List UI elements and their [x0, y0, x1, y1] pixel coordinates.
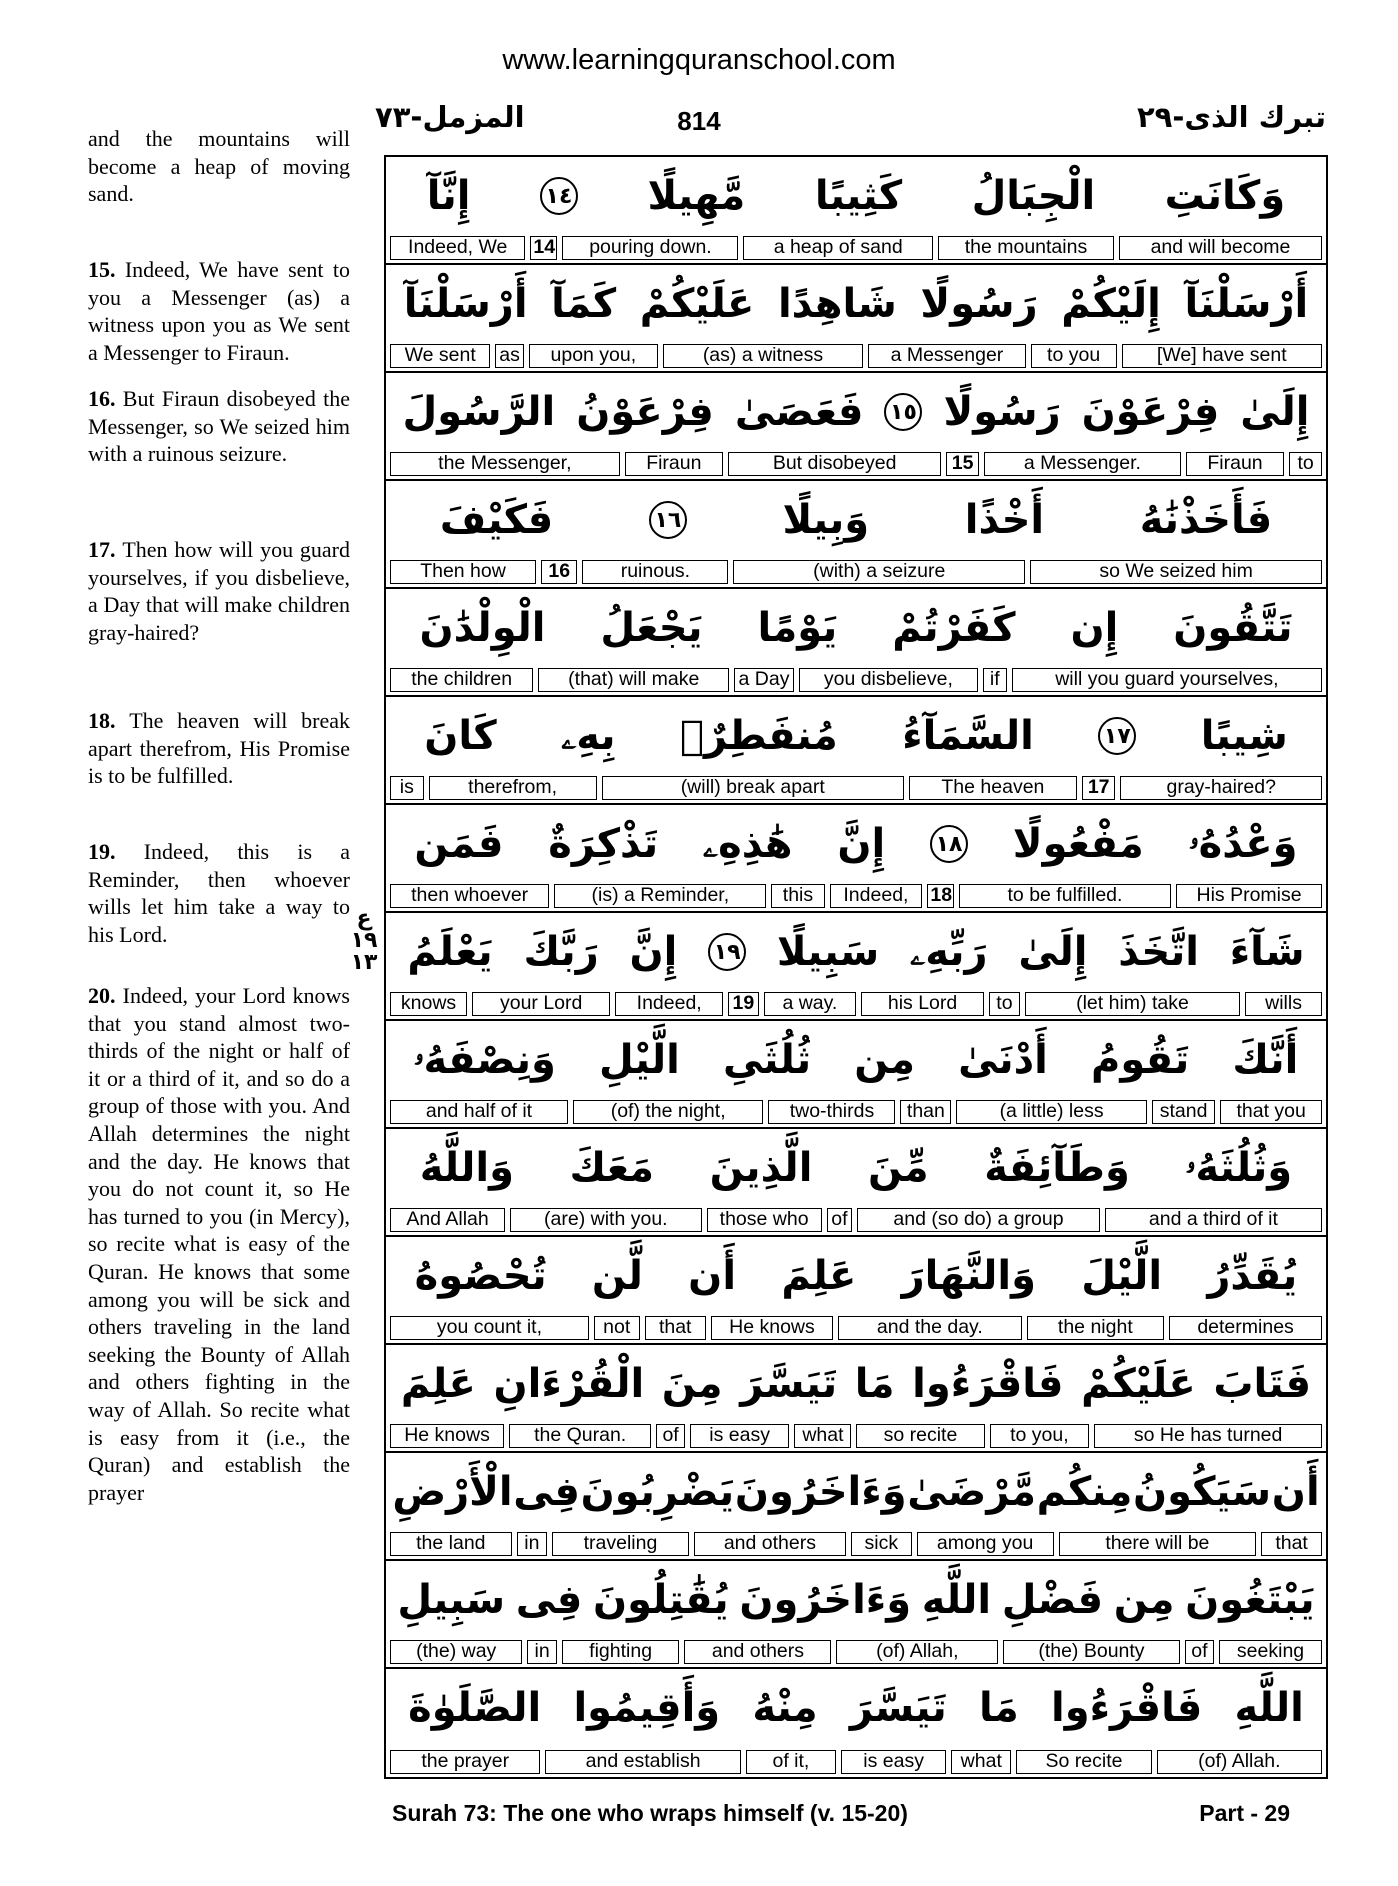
word-translation: your Lord	[472, 992, 610, 1016]
arabic-word: الْجِبَالُ	[971, 173, 1096, 219]
word-translation: gray-haired?	[1120, 776, 1322, 800]
word-translation: you count it,	[390, 1316, 589, 1340]
arabic-word: الْوِلْدَٰنَ	[419, 605, 546, 651]
word-translation: that you	[1220, 1100, 1322, 1124]
ruku-marker: ع ١٩ ١٣	[350, 906, 378, 975]
arabic-word: مِنكُم	[1036, 1469, 1133, 1515]
arabic-word: تَتَّقُونَ	[1173, 605, 1293, 651]
word-translation: that	[1261, 1532, 1322, 1556]
arabic-word: ثُلُثَىِ	[722, 1037, 812, 1083]
word-translation: than	[900, 1100, 951, 1124]
word-translation: [We] have sent	[1122, 344, 1322, 368]
arabic-word: وَعْدُهُۥ	[1188, 821, 1298, 867]
word-translation: in	[527, 1640, 556, 1664]
translation-line	[390, 560, 1322, 584]
arabic-word: سَيَكُونُ	[1133, 1469, 1272, 1515]
word-translation: a Messenger.	[984, 452, 1181, 476]
word-translation: Then how	[390, 560, 536, 584]
arabic-line	[386, 481, 1326, 559]
word-translation: determines	[1169, 1316, 1322, 1340]
verse-number: 15.	[88, 257, 125, 282]
word-translation: and others	[694, 1532, 846, 1556]
translation-line	[390, 776, 1322, 800]
word-translation: 16	[541, 560, 577, 584]
arabic-word: الَّذِينَ	[709, 1145, 813, 1191]
word-translation: and the day.	[838, 1316, 1021, 1340]
arabic-word: لَّن	[591, 1253, 643, 1299]
word-translation: Indeed, We	[390, 236, 525, 260]
word-translation: And Allah	[390, 1208, 505, 1232]
arabic-word: وَكَانَتِ	[1164, 173, 1286, 219]
word-translation: (a little) less	[956, 1100, 1147, 1124]
arabic-word: فَعَصَىٰ	[734, 389, 864, 435]
word-translation: (let him) take	[1025, 992, 1240, 1016]
arabic-word: أَدْنَىٰ	[958, 1037, 1048, 1083]
word-translation: not	[594, 1316, 640, 1340]
word-translation: will you guard yourselves,	[1012, 668, 1322, 692]
verse-text: and the mountains will become a heap of moving sand.	[88, 126, 350, 207]
arabic-word: مَا	[979, 1685, 1019, 1731]
word-translation: a heap of sand	[743, 236, 933, 260]
word-translation: (are) with you.	[510, 1208, 702, 1232]
word-translation: if	[983, 668, 1007, 692]
word-translation: 15	[946, 452, 979, 476]
arabic-word: مِّنَ	[867, 1145, 929, 1191]
translation-line	[390, 1532, 1322, 1556]
ayah-number-marker: ١٤	[540, 177, 578, 215]
verse-translation	[88, 838, 350, 948]
arabic-word: وَثُلُثَهُۥ	[1185, 1145, 1293, 1191]
surah-name-arabic: المزمل-٧٣	[375, 100, 525, 134]
arabic-word: مَّهِيلًا	[647, 173, 746, 219]
arabic-word: كَثِيبًا	[814, 173, 903, 219]
arabic-word: شِيبًا	[1200, 713, 1288, 759]
verse-number: 20.	[88, 983, 123, 1008]
word-translation: then whoever	[390, 884, 549, 908]
word-translation: there will be	[1059, 1532, 1257, 1556]
word-translation: Indeed,	[615, 992, 723, 1016]
arabic-word: عَلَيْكُمْ	[1081, 1361, 1196, 1407]
arabic-word: إِلَىٰ	[1018, 929, 1088, 975]
word-translation: to	[989, 992, 1020, 1016]
word-translation: (of) Allah.	[1157, 1750, 1322, 1774]
word-row	[386, 373, 1326, 481]
verse-translation	[88, 536, 350, 646]
word-translation: of	[1185, 1640, 1214, 1664]
verse-text: Then how will you guard yourselves, if you disbelieve, a Day that will make children gray-haired?	[88, 537, 351, 645]
arabic-word: هَٰذِهِۦ	[702, 821, 793, 867]
word-row	[386, 697, 1326, 805]
arabic-word: إِنَّ	[629, 929, 678, 975]
arabic-line	[386, 373, 1326, 451]
arabic-word: فَأَخَذْنَٰهُ	[1139, 497, 1273, 543]
arabic-word: فِى	[515, 1577, 583, 1623]
arabic-word: تَيَسَّرَ	[740, 1361, 838, 1407]
translation-line	[390, 884, 1322, 908]
word-translation: 14	[530, 236, 557, 260]
arabic-word: فَتَابَ	[1213, 1361, 1312, 1407]
arabic-word: عَلِمَ	[400, 1361, 476, 1407]
word-translation: of	[656, 1424, 684, 1448]
word-translation: and others	[684, 1640, 831, 1664]
arabic-word: تُحْصُوهُ	[414, 1253, 547, 1299]
word-translation: (as) a witness	[663, 344, 863, 368]
word-translation: (is) a Reminder,	[554, 884, 766, 908]
arabic-line	[386, 1453, 1326, 1531]
word-translation: The heaven	[909, 776, 1077, 800]
verse-number: 19.	[88, 839, 144, 864]
verse-text: The heaven will break apart therefrom, His Promise is to be fulfilled.	[88, 708, 351, 789]
arabic-word: وَاللَّهُ	[419, 1145, 514, 1191]
part-name-arabic: تبرك الذى-٢٩	[1136, 100, 1326, 134]
word-translation: to	[1289, 452, 1322, 476]
translation-line	[390, 452, 1322, 476]
word-translation: two-thirds	[768, 1100, 895, 1124]
ayah-number-marker: ١٧	[1098, 717, 1136, 755]
word-translation: ruinous.	[582, 560, 728, 584]
arabic-word: وَطَآئِفَةٌ	[984, 1145, 1130, 1191]
arabic-word: شَاهِدًا	[777, 281, 897, 327]
word-translation: the night	[1027, 1316, 1165, 1340]
arabic-word: فَاقْرَءُوا	[1051, 1685, 1203, 1731]
arabic-word: أَنَّكَ	[1232, 1037, 1299, 1083]
word-translation: of	[827, 1208, 853, 1232]
arabic-word: الصَّلَوٰةَ	[408, 1685, 542, 1731]
arabic-word: عَلِمَ	[781, 1253, 857, 1299]
arabic-word: وَالنَّهَارَ	[901, 1253, 1036, 1299]
arabic-word: رَسُولًا	[920, 281, 1038, 327]
word-translation: to you	[1031, 344, 1117, 368]
translation-line	[390, 1208, 1322, 1232]
word-translation: the Quran.	[509, 1424, 651, 1448]
arabic-word: إِنَّآ	[426, 173, 471, 219]
word-translation: wills	[1245, 992, 1322, 1016]
word-translation: a way.	[764, 992, 856, 1016]
word-translation: But disobeyed	[728, 452, 941, 476]
translation-line	[390, 344, 1322, 368]
word-translation: so recite	[856, 1424, 984, 1448]
arabic-word: إِلَىٰ	[1240, 389, 1310, 435]
translation-line	[390, 992, 1322, 1016]
word-translation: Firaun	[625, 452, 723, 476]
footer-surah-title: Surah 73: The one who wraps himself (v. 15-20)	[392, 1800, 908, 1826]
arabic-word: تَقُومُ	[1091, 1037, 1190, 1083]
arabic-word: السَّمَآءُ	[902, 713, 1034, 759]
arabic-line	[386, 805, 1326, 883]
arabic-word: يُقَٰتِلُونَ	[593, 1577, 729, 1623]
word-translation: upon you,	[529, 344, 658, 368]
word-translation: you disbelieve,	[799, 668, 978, 692]
word-translation: as	[495, 344, 524, 368]
word-translation: the Messenger,	[390, 452, 620, 476]
arabic-line	[386, 697, 1326, 775]
arabic-line	[386, 265, 1326, 343]
word-translation: so He has turned	[1094, 1424, 1322, 1448]
arabic-word: كَانَ	[424, 713, 497, 759]
word-translation: (that) will make	[538, 668, 729, 692]
arabic-word: رَبَّكَ	[523, 929, 599, 975]
arabic-word: اتَّخَذَ	[1118, 929, 1199, 975]
arabic-word: الَّيْلَ	[1081, 1253, 1163, 1299]
word-row	[386, 913, 1326, 1021]
arabic-word: وَبِيلًا	[782, 497, 870, 543]
arabic-word: اللَّهِ	[921, 1577, 992, 1623]
arabic-word: الرَّسُولَ	[402, 389, 556, 435]
page-number: 814	[677, 106, 721, 136]
arabic-word: وَنِصْفَهُۥ	[413, 1037, 556, 1083]
arabic-line	[386, 589, 1326, 667]
translation-line	[390, 1100, 1322, 1124]
word-translation: to you,	[990, 1424, 1090, 1448]
word-row	[386, 1129, 1326, 1237]
arabic-line	[386, 913, 1326, 991]
ayah-number-marker: ١٩	[708, 933, 746, 971]
verse-translation	[88, 125, 350, 208]
word-row	[386, 481, 1326, 589]
word-translation: the land	[390, 1532, 512, 1556]
word-translation: is easy	[841, 1750, 946, 1774]
word-row	[386, 157, 1326, 265]
arabic-word: يَضْرِبُونَ	[580, 1469, 735, 1515]
translation-line	[390, 1424, 1322, 1448]
arabic-word: مِنَ	[661, 1361, 723, 1407]
footer-part: Part - 29	[1199, 1800, 1290, 1826]
arabic-word: إِلَيْكُمْ	[1061, 281, 1161, 327]
word-translation: the children	[390, 668, 533, 692]
word-row	[386, 805, 1326, 913]
arabic-word: أَرْسَلْنَآ	[403, 281, 528, 327]
verse-text: Indeed, your Lord knows that you stand almost two-thirds of the night or half of it or a third of it, and so do a group of those with you. And Allah determines the night and the day. He knows that you do not count it, so He has turned to you (in Mercy), so recite what is easy of the Quran. He knows that some among you will be sick and others traveling in the land seeking the Bounty of Allah and others fighting in the way of Allah. So recite what is easy from it (i.e., the Quran) and establish the prayer	[88, 983, 350, 1505]
arabic-word: عَلَيْكُمْ	[639, 281, 755, 327]
arabic-word: أَرْسَلْنَآ	[1184, 281, 1309, 327]
arabic-line	[386, 157, 1326, 235]
word-translation: therefrom,	[429, 776, 597, 800]
word-translation: a Day	[734, 668, 794, 692]
word-row	[386, 589, 1326, 697]
arabic-word: إِنَّ	[837, 821, 886, 867]
arabic-word: فَكَيْفَ	[439, 497, 554, 543]
arabic-word: يَعْلَمُ	[407, 929, 493, 975]
arabic-word: الَّيْلِ	[599, 1037, 680, 1083]
word-translation: Indeed,	[830, 884, 923, 908]
arabic-word: سَبِيلِ	[397, 1577, 506, 1623]
arabic-word: فِرْعَوْنَ	[1081, 389, 1220, 435]
word-translation: fighting	[562, 1640, 680, 1664]
word-row	[386, 1453, 1326, 1561]
arabic-word: يَبْتَغُونَ	[1185, 1577, 1315, 1623]
arabic-word: كَمَآ	[551, 281, 617, 327]
word-translation: stand	[1152, 1100, 1216, 1124]
word-translation: what	[794, 1424, 851, 1448]
word-grid	[384, 155, 1328, 1779]
arabic-word: يَجْعَلُ	[600, 605, 703, 651]
word-translation: the mountains	[938, 236, 1114, 260]
word-translation: seeking	[1219, 1640, 1322, 1664]
arabic-word: أَن	[688, 1253, 737, 1299]
word-translation: pouring down.	[562, 236, 738, 260]
translation-line	[390, 1750, 1322, 1774]
arabic-word: مِنْهُ	[752, 1685, 818, 1731]
word-translation: that	[645, 1316, 706, 1340]
arabic-line	[386, 1669, 1326, 1747]
word-translation: and a third of it	[1105, 1208, 1322, 1232]
arabic-word: يَوْمًا	[757, 605, 838, 651]
word-translation: We sent	[390, 344, 490, 368]
word-translation: 17	[1082, 776, 1116, 800]
word-row	[386, 1021, 1326, 1129]
verse-translation	[88, 707, 350, 790]
word-translation: in	[517, 1532, 547, 1556]
arabic-word: مَعَكَ	[569, 1145, 655, 1191]
word-translation: He knows	[390, 1424, 504, 1448]
arabic-word: أَخْذًا	[964, 497, 1045, 543]
word-translation: those who	[707, 1208, 822, 1232]
arabic-word: مَفْعُولًا	[1012, 821, 1144, 867]
arabic-line	[386, 1561, 1326, 1639]
verse-text: Indeed, We have sent to you a Messenger (as) a witness upon you as We sent a Messenger to Firaun.	[88, 257, 350, 365]
verse-number: 18.	[88, 708, 130, 733]
word-translation: is easy	[690, 1424, 790, 1448]
arabic-word: فِرْعَوْنُ	[576, 389, 714, 435]
arabic-word: فَضْلِ	[1001, 1577, 1104, 1623]
word-translation: the prayer	[390, 1750, 540, 1774]
arabic-line	[386, 1021, 1326, 1099]
verse-text: Indeed, this is a Reminder, then whoever wills let him take a way to his Lord.	[88, 839, 350, 947]
word-translation: His Promise	[1176, 884, 1322, 908]
arabic-word: مُنفَطِرٌۢ	[680, 713, 838, 759]
word-translation: so We seized him	[1030, 560, 1322, 584]
arabic-word: اللَّهِ	[1234, 1685, 1304, 1731]
arabic-word: مَا	[854, 1361, 895, 1407]
word-translation: his Lord	[861, 992, 984, 1016]
word-translation: (with) a seizure	[733, 560, 1025, 584]
arabic-word: فِى	[513, 1469, 580, 1515]
arabic-word: مِن	[854, 1037, 916, 1083]
translation-line	[390, 1640, 1322, 1664]
word-translation: and (so do) a group	[857, 1208, 1100, 1232]
word-translation: to be fulfilled.	[959, 884, 1171, 908]
arabic-word: رَبِّهِۦ	[910, 929, 988, 975]
word-translation: sick	[851, 1532, 912, 1556]
arabic-word: كَفَرْتُمْ	[892, 605, 1016, 651]
word-translation: is	[390, 776, 424, 800]
word-row	[386, 1669, 1326, 1777]
word-row	[386, 1345, 1326, 1453]
word-row	[386, 1237, 1326, 1345]
arabic-word: سَبِيلًا	[776, 929, 880, 975]
word-translation: this	[771, 884, 824, 908]
word-translation: what	[951, 1750, 1011, 1774]
arabic-word: تَيَسَّرَ	[849, 1685, 947, 1731]
verse-number: 16.	[88, 386, 123, 411]
arabic-word: أَن	[1271, 1469, 1320, 1515]
arabic-word: وَأَقِيمُوا	[573, 1685, 721, 1731]
word-translation: 18	[927, 884, 954, 908]
ayah-number-marker: ١٦	[649, 501, 687, 539]
verse-translation	[88, 982, 350, 1506]
word-translation: and will become	[1119, 236, 1322, 260]
arabic-word: شَآءَ	[1229, 929, 1305, 975]
ayah-number-marker: ١٨	[930, 825, 968, 863]
translation-line	[390, 1316, 1322, 1340]
word-translation: (will) break apart	[602, 776, 904, 800]
word-translation: 19	[728, 992, 759, 1016]
arabic-word: رَسُولًا	[943, 389, 1061, 435]
arabic-word: إِن	[1070, 605, 1119, 651]
arabic-word: الْقُرْءَانِ	[493, 1361, 645, 1407]
arabic-word: مَّرْضَىٰ	[907, 1469, 1036, 1515]
word-translation: a Messenger	[868, 344, 1025, 368]
verse-number: 17.	[88, 537, 123, 562]
word-row	[386, 1561, 1326, 1669]
arabic-word: تَذْكِرَةٌ	[548, 821, 659, 867]
word-translation: He knows	[711, 1316, 833, 1340]
arabic-line	[386, 1129, 1326, 1207]
arabic-line	[386, 1345, 1326, 1423]
word-translation: So recite	[1016, 1750, 1151, 1774]
word-translation: and establish	[545, 1750, 740, 1774]
word-translation: (the) Bounty	[1003, 1640, 1179, 1664]
word-translation: and half of it	[390, 1100, 568, 1124]
translation-line	[390, 668, 1322, 692]
arabic-word: الْأَرْضِ	[392, 1469, 513, 1515]
arabic-word: مِن	[1113, 1577, 1175, 1623]
word-translation: traveling	[552, 1532, 689, 1556]
arabic-word: فَاقْرَءُوا	[912, 1361, 1064, 1407]
translation-line	[390, 236, 1322, 260]
arabic-word: وَءَاخَرُونَ	[739, 1577, 912, 1623]
word-translation: among you	[917, 1532, 1054, 1556]
verse-text: But Firaun disobeyed the Messenger, so We seized him with a ruinous seizure.	[88, 386, 350, 467]
site-url: www.learningquranschool.com	[502, 44, 896, 76]
word-translation: (of) the night,	[573, 1100, 764, 1124]
arabic-word: بِهِۦ	[561, 713, 616, 759]
arabic-word: يُقَدِّرُ	[1207, 1253, 1298, 1299]
word-translation: (the) way	[390, 1640, 522, 1664]
ayah-number-marker: ١٥	[884, 393, 922, 431]
word-translation: knows	[390, 992, 467, 1016]
word-row	[386, 265, 1326, 373]
verse-translation	[88, 385, 350, 468]
arabic-word: فَمَن	[414, 821, 504, 867]
arabic-word: وَءَاخَرُونَ	[734, 1469, 907, 1515]
verse-translation	[88, 256, 350, 366]
arabic-line	[386, 1237, 1326, 1315]
word-translation: of it,	[746, 1750, 836, 1774]
word-translation: Firaun	[1186, 452, 1284, 476]
word-translation: (of) Allah,	[836, 1640, 998, 1664]
